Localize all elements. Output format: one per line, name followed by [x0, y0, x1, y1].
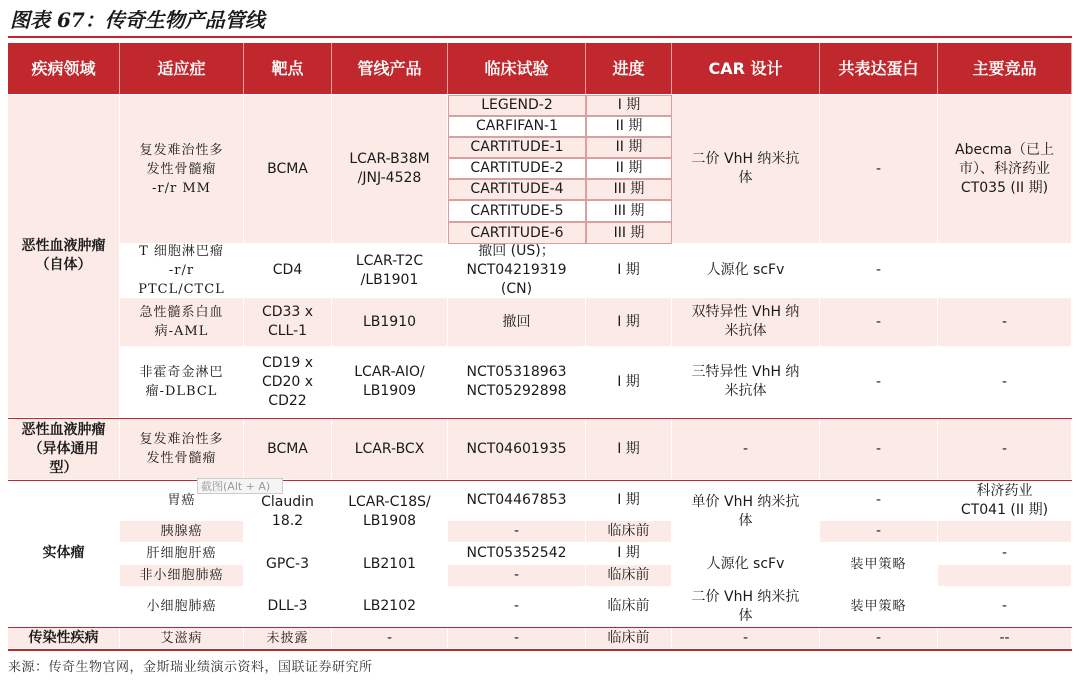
trial-gastric: NCT04467853: [448, 481, 586, 521]
car-design-cd4: 人源化 scFv: [672, 244, 820, 298]
trial-phase: II 期: [586, 137, 672, 158]
trial-carfifan-1: CARFIFAN-1: [448, 116, 586, 137]
target-gpc3: GPC-3: [244, 543, 332, 587]
product-lb2101: LB2101: [332, 543, 448, 587]
progress-cd4: I 期: [586, 244, 672, 298]
indication-rr-mm: 复发难治性多 发性骨髓瘤 -r/r MM: [120, 95, 244, 244]
header-indication: 适应症: [120, 43, 244, 95]
product-lcar-c18s: LCAR-C18S/ LB1908: [332, 481, 448, 543]
header-clinical-trial: 临床试验: [448, 43, 586, 95]
product-aids: -: [332, 628, 448, 649]
indication-rr-mm-allo: 复发难治性多 发性骨髓瘤: [120, 419, 244, 480]
source-note: 来源：传奇生物官网，金斯瑞业绩演示资料，国联证券研究所: [8, 660, 373, 675]
trial-cartitude-4: CARTITUDE-4: [448, 179, 586, 200]
header-car-design: CAR 设计: [672, 43, 820, 95]
car-design-sclc: 二价 VhH 纳米抗 体: [672, 587, 820, 627]
competitors-allo: -: [938, 419, 1072, 480]
coexp-gpc3: 装甲策略: [820, 543, 938, 587]
progress-dlbcl: I 期: [586, 347, 672, 418]
competitors-dlbcl: -: [938, 347, 1072, 418]
product-lb2102: LB2102: [332, 587, 448, 627]
trial-dlbcl: NCT05318963 NCT05292898: [448, 347, 586, 418]
trial-cartitude-1: CARTITUDE-1: [448, 137, 586, 158]
competitors-aids: --: [938, 628, 1072, 649]
competitors-pancreatic: [938, 521, 1072, 543]
coexp-bcma: -: [820, 95, 938, 244]
trial-pancreatic: -: [448, 521, 586, 543]
trial-phase: II 期: [586, 158, 672, 179]
coexp-allo: -: [820, 419, 938, 480]
target-dll3: DLL-3: [244, 587, 332, 627]
trial-allo: NCT04601935: [448, 419, 586, 480]
target-claudin-18-2: Claudin 18.2: [244, 481, 332, 543]
coexp-aids: -: [820, 628, 938, 649]
car-design-bcma: 二价 VhH 纳米抗 体: [672, 95, 820, 244]
product-lcar-b38m: LCAR-B38M /JNJ-4528: [332, 95, 448, 244]
car-design-dlbcl: 三特异性 VhH 纳 米抗体: [672, 347, 820, 418]
target-bcma-allo: BCMA: [244, 419, 332, 480]
target-cd33-cll1: CD33 x CLL-1: [244, 298, 332, 347]
competitors-hcc: -: [938, 543, 1072, 565]
competitors-cd4: [938, 244, 1072, 298]
category-heme-autologous: 恶性血液肿瘤 （自体）: [8, 95, 120, 418]
page-title: 图表 67：传奇生物产品管线: [8, 6, 1072, 38]
progress-hcc: I 期: [586, 543, 672, 565]
header-target: 靶点: [244, 43, 332, 95]
header-disease-area: 疾病领域: [8, 43, 120, 95]
trial-nsclc: -: [448, 565, 586, 587]
progress-pancreatic: 临床前: [586, 521, 672, 543]
product-lcar-aio: LCAR-AIO/ LB1909: [332, 347, 448, 418]
coexp-pancreatic: -: [820, 521, 938, 543]
product-lcar-bcx: LCAR-BCX: [332, 419, 448, 480]
progress-aml: I 期: [586, 298, 672, 347]
car-design-allo: -: [672, 419, 820, 480]
header-coexpressed-protein: 共表达蛋白: [820, 43, 938, 95]
car-design-aids: -: [672, 628, 820, 649]
category-heme-allogeneic: 恶性血液肿瘤 （异体通用 型）: [8, 419, 120, 480]
target-cd19-cd20-cd22: CD19 x CD20 x CD22: [244, 347, 332, 418]
trial-phase: III 期: [586, 179, 672, 200]
header-progress: 进度: [586, 43, 672, 95]
trial-cartitude-2: CARTITUDE-2: [448, 158, 586, 179]
indication-pancreatic: 胰腺癌: [120, 521, 244, 543]
header-main-competitors: 主要竞品: [938, 43, 1072, 95]
screenshot-tooltip: 截图(Alt + A): [197, 478, 283, 494]
coexp-dlbcl: -: [820, 347, 938, 418]
indication-ptcl: T 细胞淋巴瘤 -r/r PTCL/CTCL: [120, 244, 244, 298]
progress-allo: I 期: [586, 419, 672, 480]
trial-legend-2: LEGEND-2: [448, 95, 586, 116]
competitors-claudin: 科济药业 CT041 (II 期): [938, 481, 1072, 521]
car-design-gpc3: 人源化 scFv: [672, 543, 820, 587]
trial-cartitude-6: CARTITUDE-6: [448, 222, 586, 244]
indication-gastric: 胃癌: [120, 481, 244, 521]
trial-aids: -: [448, 628, 586, 649]
trial-hcc: NCT05352542: [448, 543, 586, 565]
trial-phase: I 期: [586, 95, 672, 116]
coexp-cd4: -: [820, 244, 938, 298]
trial-aml: 撤回: [448, 298, 586, 347]
progress-aids: 临床前: [586, 628, 672, 649]
coexp-aml: -: [820, 298, 938, 347]
competitors-bcma: Abecma（已上 市）、科济药业 CT035 (II 期): [938, 95, 1072, 244]
car-design-claudin: 单价 VhH 纳米抗 体: [672, 481, 820, 543]
target-cd4: CD4: [244, 244, 332, 298]
competitors-sclc: -: [938, 587, 1072, 627]
trial-phase: II 期: [586, 116, 672, 137]
progress-sclc: 临床前: [586, 587, 672, 627]
target-undisclosed: 未披露: [244, 628, 332, 649]
trial-cartitude-5: CARTITUDE-5: [448, 200, 586, 222]
indication-aids: 艾滋病: [120, 628, 244, 649]
coexp-gastric: -: [820, 481, 938, 521]
trial-cd4: 撤回 (US)； NCT04219319 (CN): [448, 244, 586, 298]
product-lb1910: LB1910: [332, 298, 448, 347]
header-pipeline-product: 管线产品: [332, 43, 448, 95]
trial-phase: III 期: [586, 222, 672, 244]
category-infectious: 传染性疾病: [8, 628, 120, 649]
indication-nsclc: 非小细胞肺癌: [120, 565, 244, 587]
progress-nsclc: 临床前: [586, 565, 672, 587]
competitors-nsclc: [938, 565, 1072, 587]
coexp-sclc: 装甲策略: [820, 587, 938, 627]
car-design-aml: 双特异性 VhH 纳 米抗体: [672, 298, 820, 347]
indication-dlbcl: 非霍奇金淋巴 瘤-DLBCL: [120, 347, 244, 418]
indication-hcc: 肝细胞肝癌: [120, 543, 244, 565]
progress-gastric: I 期: [586, 481, 672, 521]
table-bottom-border: [8, 649, 1072, 651]
indication-aml: 急性髓系白血 病-AML: [120, 298, 244, 347]
trial-sclc: -: [448, 587, 586, 627]
target-bcma: BCMA: [244, 95, 332, 244]
category-solid-tumor: 实体瘤: [8, 481, 120, 627]
competitors-aml: -: [938, 298, 1072, 347]
indication-sclc: 小细胞肺癌: [120, 587, 244, 627]
trial-phase: III 期: [586, 200, 672, 222]
product-lcar-t2c: LCAR-T2C /LB1901: [332, 244, 448, 298]
